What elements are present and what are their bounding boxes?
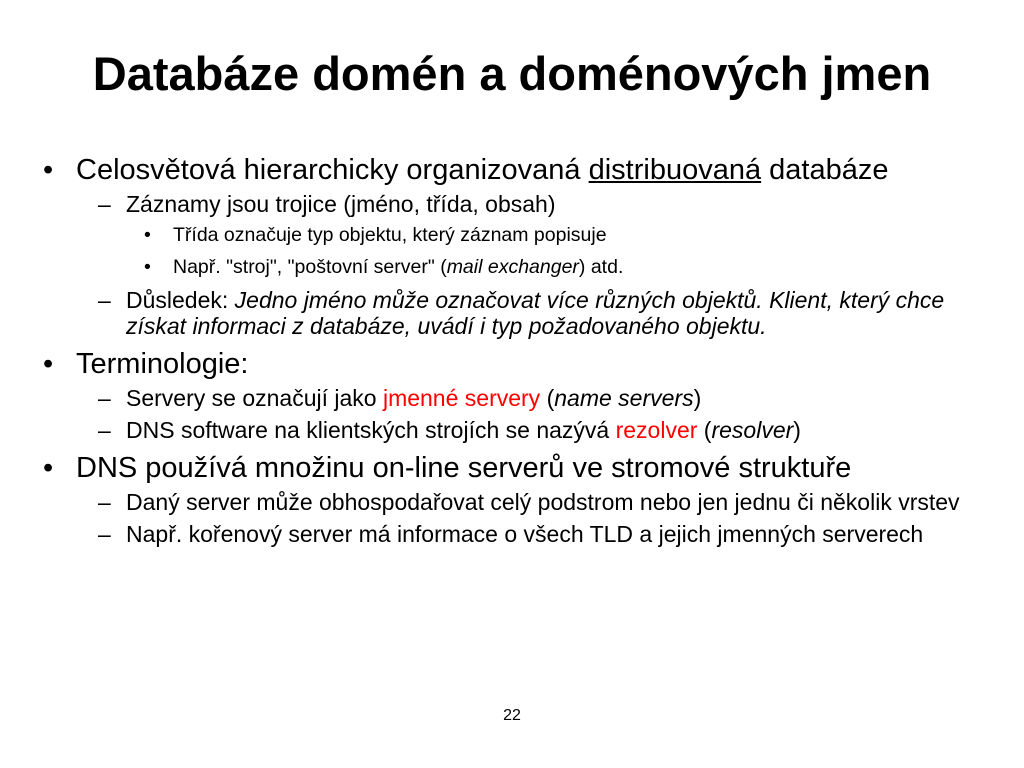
bullet-text: databáze: [761, 154, 889, 186]
highlighted-term: rezolver: [615, 417, 698, 443]
bullet-marker: •: [144, 224, 151, 246]
bullet-text: Celosvětová hierarchicky organizovaná: [76, 154, 589, 186]
bullet-marker: •: [43, 154, 54, 186]
sub-sub-bullet-text: ) atd.: [578, 256, 624, 278]
bullet-item-database: [40, 155, 1005, 185]
sub-bullet-consequence: [40, 287, 1005, 339]
dash-marker: –: [98, 191, 111, 217]
sub-bullet-root-server: [40, 521, 1005, 547]
page-number: 22: [503, 707, 521, 724]
dash-marker: –: [98, 521, 111, 547]
sub-bullet-text: (: [697, 417, 712, 443]
bullet-marker: •: [43, 348, 54, 380]
dash-marker: –: [98, 489, 111, 515]
sub-sub-bullet-example: [40, 255, 1005, 279]
sub-bullet-text: Záznamy jsou trojice (jméno, třída, obsah): [126, 191, 556, 217]
slide-title: Databáze domén a doménových jmen: [92, 47, 932, 100]
bullet-marker: •: [43, 452, 54, 484]
sub-bullet-text: ): [693, 385, 702, 411]
bullet-text: DNS používá množinu on-line serverů ve stromové struktuře: [76, 452, 852, 484]
sub-bullet-text: (: [540, 385, 555, 411]
underlined-term: distribuovaná: [588, 154, 762, 186]
bullet-item-terminology: [40, 349, 1005, 379]
italic-term: resolver: [711, 417, 794, 443]
sub-bullet-name-servers: [40, 385, 1005, 411]
highlighted-term: jmenné servery: [382, 385, 541, 411]
sub-bullet-text: Důsledek:: [126, 287, 235, 313]
sub-bullet-text: ): [793, 417, 801, 443]
sub-bullet-resolver: [40, 417, 1005, 443]
bullet-item-dns-servers: [40, 453, 1005, 483]
bullet-text: Terminologie:: [76, 348, 249, 380]
sub-bullet-text: DNS software na klientských strojích se nazývá: [126, 417, 616, 443]
sub-sub-bullet-text: Např. "stroj", "poštovní server" (: [173, 256, 447, 278]
dash-marker: –: [98, 417, 111, 443]
italic-term: name servers: [554, 385, 694, 411]
sub-bullet-text: Např. kořenový server má informace o všech TLD a jejich jmenných serverech: [126, 521, 924, 547]
sub-sub-bullet-text: Třída označuje typ objektu, který záznam popisuje: [173, 224, 607, 246]
bullet-list: [40, 155, 1005, 553]
dash-marker: –: [98, 287, 111, 313]
sub-bullet-text: Daný server může obhospodařovat celý podstrom nebo jen jednu či několik vrstev: [126, 489, 960, 515]
sub-bullet-text: Servery se označují jako: [126, 385, 383, 411]
bullet-marker: •: [144, 256, 151, 278]
dash-marker: –: [98, 385, 111, 411]
italic-term: mail exchanger: [446, 256, 579, 278]
sub-bullet-records: [40, 191, 1005, 217]
sub-sub-bullet-class: [40, 223, 1005, 247]
sub-bullet-subtree: [40, 489, 1005, 515]
italic-text: Jedno jméno může označovat více různých objektů. Klient, který chce získat informaci z databáze, uvádí i typ požadovaného objektu.: [126, 287, 945, 339]
